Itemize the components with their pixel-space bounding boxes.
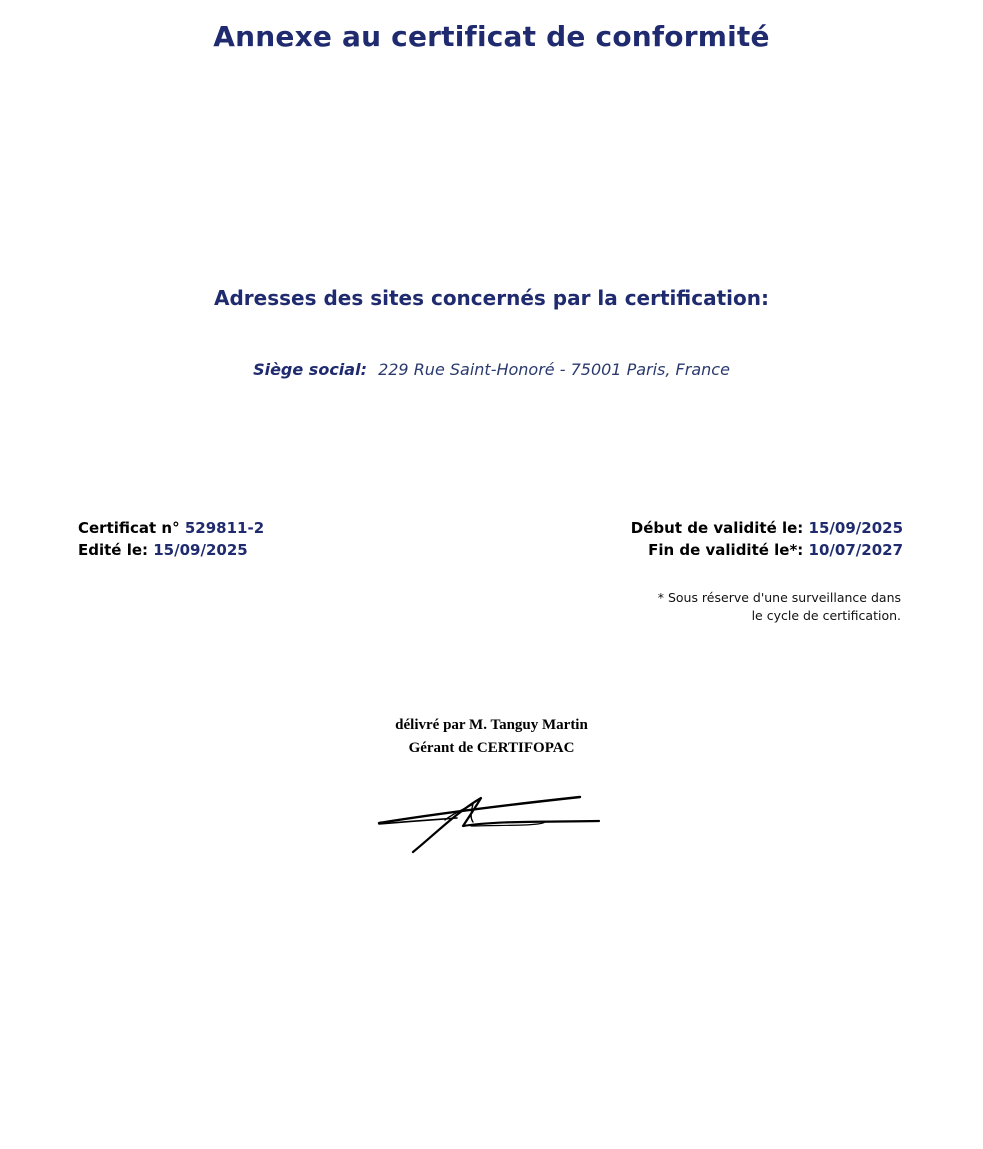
sites-heading: Adresses des sites concernés par la certification: xyxy=(214,286,769,310)
certificate-number-label: Certificat n° xyxy=(78,519,180,537)
issuer-block xyxy=(0,714,983,760)
edited-date-label: Edité le: xyxy=(78,541,149,559)
validity-start-value: 15/09/2025 xyxy=(808,519,903,537)
certificate-info xyxy=(78,517,264,561)
edited-date-value: 15/09/2025 xyxy=(153,541,248,559)
issuer-name: délivré par M. Tanguy Martin xyxy=(395,717,588,733)
address-label: Siège social: xyxy=(253,360,367,379)
validity-start-line xyxy=(631,517,903,539)
page-title: Annexe au certificat de conformité xyxy=(213,20,770,53)
edited-date-line xyxy=(78,539,264,561)
certificate-number-value: 529811-2 xyxy=(184,519,265,537)
certificate-number-line xyxy=(78,517,264,539)
handwritten-signature xyxy=(375,790,605,856)
address-value: 229 Rue Saint-Honoré - 75001 Paris, France xyxy=(378,360,730,379)
validity-start-label: Début de validité le: xyxy=(630,519,804,537)
note-line-1: * Sous réserve d'une surveillance dans xyxy=(657,590,901,605)
issuer-title: Gérant de CERTIFOPAC xyxy=(408,740,575,756)
validity-end-value: 10/07/2027 xyxy=(808,541,903,559)
note-line-2: le cycle de certification. xyxy=(751,608,901,623)
validity-info xyxy=(631,517,903,561)
address-line xyxy=(0,360,983,379)
surveillance-note xyxy=(658,589,901,625)
validity-end-line xyxy=(631,539,903,561)
validity-end-label: Fin de validité le*: xyxy=(648,541,804,559)
